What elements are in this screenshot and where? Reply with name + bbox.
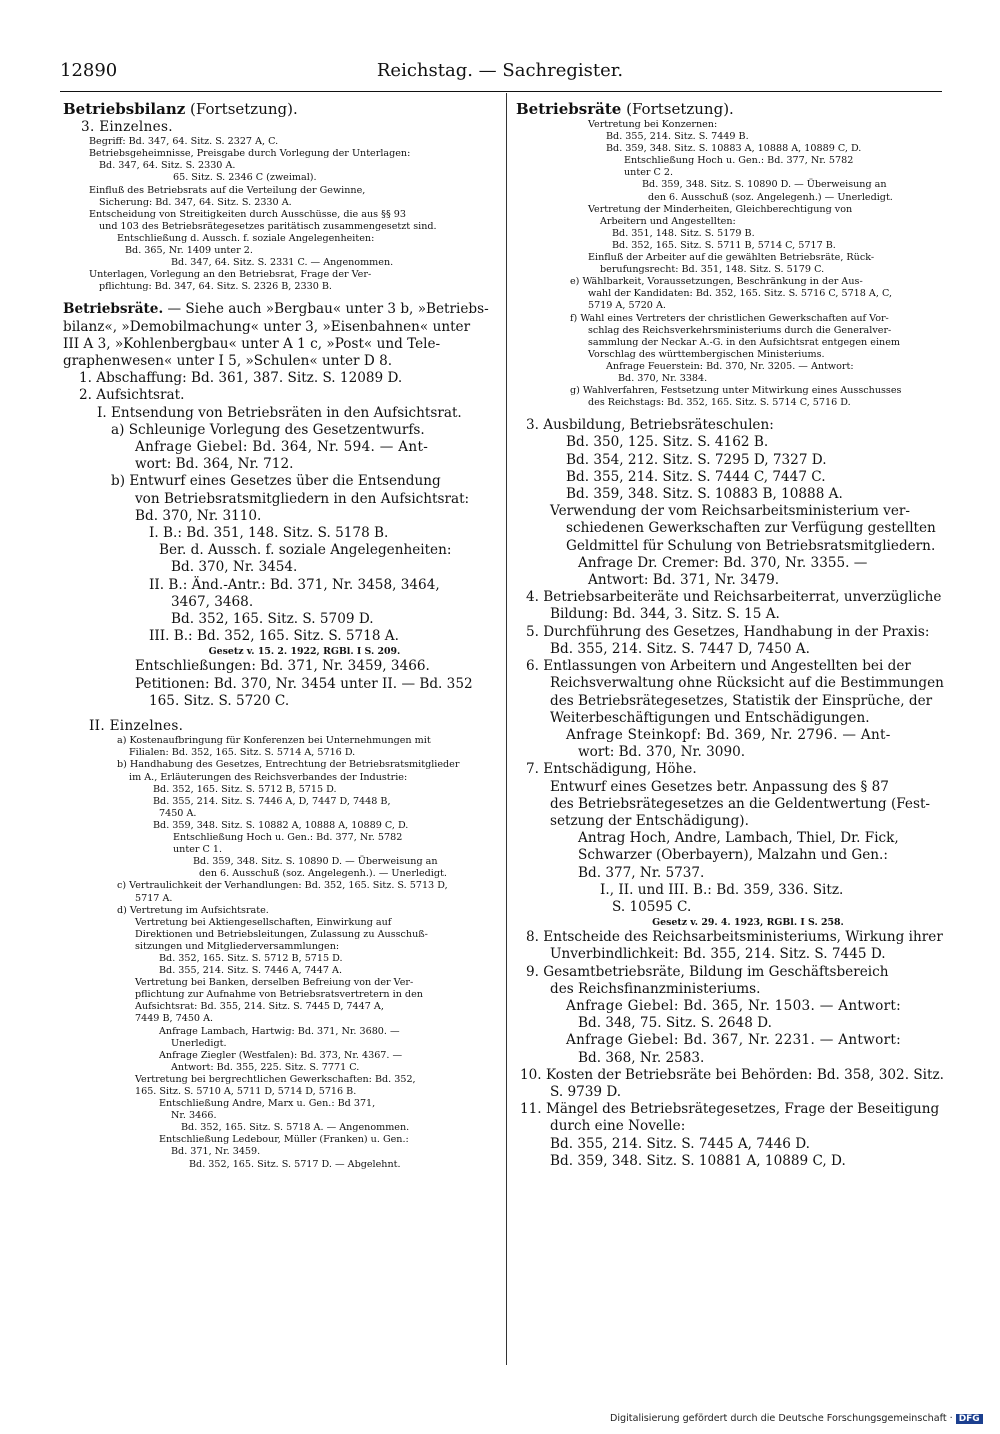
left-entry-line: III. B.: Bd. 352, 165. Sitz. S. 5718 A. bbox=[149, 628, 399, 645]
left-entry-line: pflichtung: Bd. 347, 64. Sitz. S. 2326 B, 2330 B. bbox=[99, 281, 332, 293]
left-entry-line: von Betriebsratsmitgliedern in den Aufsichtsrat: bbox=[135, 490, 470, 507]
left-entry-line: Bd. 370, Nr. 3110. bbox=[135, 507, 262, 524]
left-entry-line: III A 3, »Kohlenbergbau« unter A 1 c, »Post« und Tele- bbox=[63, 335, 441, 352]
right-entry-line: Betriebsräte (Fortsetzung). bbox=[516, 100, 734, 118]
right-entry-line: Bd. 359, 348. Sitz. S. 10883 A, 10888 A, 10889 C, D. bbox=[606, 143, 862, 155]
left-entry-line: Entschließung Ledebour, Müller (Franken) u. Gen.: bbox=[159, 1134, 409, 1146]
footer-text: Digitalisierung gefördert durch die Deutsche Forschungsgemeinschaft · bbox=[610, 1413, 953, 1424]
column-divider bbox=[506, 93, 507, 1365]
left-entry-line: Einfluß des Betriebsrats auf die Verteilung der Gewinne, bbox=[89, 184, 366, 196]
left-entry-line: a) Kostenaufbringung für Konferenzen bei Unternehmungen mit bbox=[117, 735, 431, 747]
right-entry-line: Bd. 355, 214. Sitz. S. 7449 B. bbox=[606, 131, 749, 143]
right-entry-line: Bildung: Bd. 344, 3. Sitz. S. 15 A. bbox=[550, 606, 780, 623]
left-entry-line: I. Entsendung von Betriebsräten in den Aufsichtsrat. bbox=[97, 404, 462, 421]
right-entry-line: Antrag Hoch, Andre, Lambach, Thiel, Dr. Fick, bbox=[578, 830, 899, 847]
right-entry-line: Anfrage Feuerstein: Bd. 370, Nr. 3205. — Antwort: bbox=[606, 360, 854, 372]
left-entry-line: Bd. 359, 348. Sitz. S. 10882 A, 10888 A, 10889 C, D. bbox=[153, 819, 409, 831]
left-entry-line: Ber. d. Aussch. f. soziale Angelegenheiten: bbox=[159, 542, 452, 559]
left-entry-line: Bd. 355, 214. Sitz. S. 7446 A, 7447 A. bbox=[159, 965, 343, 977]
left-entry-line: sitzungen und Mitgliederversammlungen: bbox=[135, 940, 340, 952]
left-entry-line: I. B.: Bd. 351, 148. Sitz. S. 5178 B. bbox=[149, 525, 389, 542]
left-entry-line: Vertretung bei Banken, derselben Befreiung von der Ver- bbox=[135, 977, 414, 989]
right-entry-line: Anfrage Giebel: Bd. 365, Nr. 1503. — Antwort: bbox=[566, 997, 902, 1014]
right-entry-line: Bd. 359, 348. Sitz. S. 10883 B, 10888 A. bbox=[566, 486, 843, 503]
right-entry-line: schlag des Reichsverkehrsministeriums durch die Generalver- bbox=[588, 324, 892, 336]
right-entry-line: Gesetz v. 29. 4. 1923, RGBl. I S. 258. bbox=[652, 917, 844, 929]
page-header bbox=[60, 60, 940, 88]
left-entry-line: Begriff: Bd. 347, 64. Sitz. S. 2327 A, C. bbox=[89, 136, 279, 148]
left-entry-line bbox=[63, 710, 498, 718]
left-entry-line: Petitionen: Bd. 370, Nr. 3454 unter II. — Bd. 352 bbox=[135, 675, 473, 692]
left-entry-line: 3467, 3468. bbox=[171, 593, 254, 610]
right-entry-line: S. 10595 C. bbox=[612, 898, 692, 915]
right-entry-line bbox=[516, 409, 946, 417]
left-entry-line: im A., Erläuterungen des Reichsverbandes der Industrie: bbox=[129, 771, 408, 783]
right-entry-line: 3. Ausbildung, Betriebsräteschulen: bbox=[526, 417, 774, 434]
left-entry-line: Aufsichtsrat: Bd. 355, 214. Sitz. S. 7445 D, 7447 A, bbox=[135, 1001, 384, 1013]
left-entry-line: Bd. 359, 348. Sitz. S. 10890 D. — Überweisung an bbox=[193, 856, 438, 868]
page-title: Reichstag. — Sachregister. bbox=[376, 60, 624, 81]
left-entry-line: Direktionen und Betriebsleitungen, Zulassung zu Ausschuß- bbox=[135, 928, 428, 940]
left-entry-line: Anfrage Lambach, Hartwig: Bd. 371, Nr. 3680. — bbox=[159, 1025, 400, 1037]
left-entry-line: Betriebsräte. — Siehe auch »Bergbau« unter 3 b, »Betriebs- bbox=[63, 301, 489, 318]
right-entry-line: unter C 2. bbox=[624, 167, 674, 179]
left-entry-line: Bd. 371, Nr. 3459. bbox=[171, 1146, 261, 1158]
dfg-logo: DFG bbox=[956, 1414, 983, 1424]
right-entry-line: S. 9739 D. bbox=[550, 1083, 622, 1100]
right-entry-line: Anfrage Steinkopf: Bd. 369, Nr. 2796. — Ant- bbox=[566, 726, 891, 743]
left-entry-line: 65. Sitz. S. 2346 C (zweimal). bbox=[173, 172, 317, 184]
right-entry-line: Bd. 368, Nr. 2583. bbox=[578, 1049, 705, 1066]
right-entry-line: des Reichsfinanzministeriums. bbox=[550, 980, 761, 997]
left-entry-line: c) Vertraulichkeit der Verhandlungen: Bd. 352, 165. Sitz. S. 5713 D, bbox=[117, 880, 448, 892]
left-entry-line: 2. Aufsichtsrat. bbox=[79, 387, 185, 404]
right-entry-line: Vertretung der Minderheiten, Gleichberechtigung von bbox=[588, 203, 853, 215]
right-entry-line: 4. Betriebsarbeiteräte und Reichsarbeiterrat, unverzügliche bbox=[526, 589, 942, 606]
left-entry-line: Nr. 3466. bbox=[171, 1110, 217, 1122]
left-entry-line: Filialen: Bd. 352, 165. Sitz. S. 5714 A, 5716 D. bbox=[129, 747, 356, 759]
right-entry-line: Bd. 355, 214. Sitz. S. 7447 D, 7450 A. bbox=[550, 640, 810, 657]
left-entry-line: 1. Abschaffung: Bd. 361, 387. Sitz. S. 12089 D. bbox=[79, 370, 403, 387]
left-entry-line: Anfrage Giebel: Bd. 364, Nr. 594. — Ant- bbox=[135, 439, 429, 456]
left-entry-line: a) Schleunige Vorlegung des Gesetzentwurfs. bbox=[111, 421, 425, 438]
right-entry-line: e) Wählbarkeit, Voraussetzungen, Beschränkung in der Aus- bbox=[570, 276, 863, 288]
left-entry-line: II. B.: Änd.-Antr.: Bd. 371, Nr. 3458, 3464, bbox=[149, 576, 440, 593]
left-entry-line: Bd. 352, 165. Sitz. S. 5712 B, 5715 D. bbox=[153, 783, 337, 795]
left-entry-line: Vertretung bei Aktiengesellschaften, Einwirkung auf bbox=[135, 916, 392, 928]
right-entry-line: Vertretung bei Konzernen: bbox=[588, 119, 718, 130]
right-entry-line: Bd. 354, 212. Sitz. S. 7295 D, 7327 D. bbox=[566, 451, 827, 468]
right-entry-line: Einfluß der Arbeiter auf die gewählten Betriebsräte, Rück- bbox=[588, 252, 875, 264]
left-entry-line: II. Einzelnes. bbox=[89, 718, 184, 735]
left-entry-line: d) Vertretung im Aufsichtsrate. bbox=[117, 904, 269, 916]
right-entry-line: g) Wahlverfahren, Festsetzung unter Mitwirkung eines Ausschusses bbox=[570, 385, 902, 397]
left-entry-line: und 103 des Betriebsrätegesetzes paritätisch zusammengesetzt sind. bbox=[99, 220, 437, 232]
right-entry-line: wort: Bd. 370, Nr. 3090. bbox=[578, 744, 746, 761]
header-rule bbox=[60, 91, 942, 92]
left-entry-line: 5717 A. bbox=[135, 892, 173, 904]
right-entry-line: Bd. 377, Nr. 5737. bbox=[578, 864, 705, 881]
right-entry-line: Anfrage Giebel: Bd. 367, Nr. 2231. — Antwort: bbox=[566, 1032, 902, 1049]
right-entry-line: Entwurf eines Gesetzes betr. Anpassung des § 87 bbox=[550, 778, 889, 795]
left-entry-line: Gesetz v. 15. 2. 1922, RGBl. I S. 209. bbox=[208, 646, 401, 658]
left-entry-line: Entschließung d. Aussch. f. soziale Angelegenheiten: bbox=[117, 232, 375, 244]
right-entry-line: Weiterbeschäftigungen und Entschädigungen. bbox=[550, 709, 870, 726]
left-entry-line: Betriebsgeheimnisse, Preisgabe durch Vorlegung der Unterlagen: bbox=[89, 148, 411, 160]
right-entry-line: 6. Entlassungen von Arbeitern und Angestellten bei der bbox=[526, 658, 911, 675]
left-entry-line: Bd. 347, 64. Sitz. S. 2331 C. — Angenommen. bbox=[171, 257, 394, 269]
right-entry-line: wahl der Kandidaten: Bd. 352, 165. Sitz. S. 5716 C, 5718 A, C, bbox=[588, 288, 893, 300]
left-entry-line: Entscheidung von Streitigkeiten durch Ausschüsse, die aus §§ 93 bbox=[89, 208, 406, 220]
right-entry-line: 10. Kosten der Betriebsräte bei Behörden: Bd. 358, 302. Sitz. bbox=[520, 1066, 944, 1083]
left-entry-line: Unerledigt. bbox=[171, 1037, 227, 1049]
right-entry-line: Antwort: Bd. 371, Nr. 3479. bbox=[588, 572, 780, 589]
left-entry-line: Unterlagen, Vorlegung an den Betriebsrat, Frage der Ver- bbox=[89, 269, 372, 281]
left-entry-line: Bd. 370, Nr. 3454. bbox=[171, 559, 298, 576]
right-entry-line: 5. Durchführung des Gesetzes, Handhabung in der Praxis: bbox=[526, 623, 930, 640]
left-entry-line: Bd. 355, 214. Sitz. S. 7446 A, D, 7447 D, 7448 B, bbox=[153, 795, 391, 807]
right-entry-line: Arbeitern und Angestellten: bbox=[600, 215, 736, 227]
left-entry-line: Bd. 352, 165. Sitz. S. 5718 A. — Angenommen. bbox=[181, 1122, 410, 1134]
right-entry-line: Entschließung Hoch u. Gen.: Bd. 377, Nr. 5782 bbox=[624, 155, 854, 167]
left-column bbox=[63, 100, 498, 1171]
left-entry-line: pflichtung zur Aufnahme von Betriebsratsvertretern in den bbox=[135, 989, 423, 1001]
left-entry-line: bilanz«, »Demobilmachung« unter 3, »Eisenbahnen« unter bbox=[63, 318, 471, 335]
right-entry-line: Reichsverwaltung ohne Rücksicht auf die Bestimmungen bbox=[550, 675, 944, 692]
right-entry-line: I., II. und III. B.: Bd. 359, 336. Sitz. bbox=[600, 881, 844, 898]
right-entry-line: 11. Mängel des Betriebsrätegesetzes, Frage der Beseitigung bbox=[520, 1101, 940, 1118]
right-entry-line: Bd. 348, 75. Sitz. S. 2648 D. bbox=[578, 1015, 772, 1032]
right-entry-line: Geldmittel für Schulung von Betriebsratsmitgliedern. bbox=[566, 537, 936, 554]
right-entry-line: Verwendung der vom Reichsarbeitsministerium ver- bbox=[550, 503, 910, 520]
right-entry-line: Bd. 351, 148. Sitz. S. 5179 B. bbox=[612, 227, 755, 239]
left-entry-line: Anfrage Ziegler (Westfalen): Bd. 373, Nr. 4367. — bbox=[159, 1049, 403, 1061]
right-entry-line: 8. Entscheide des Reichsarbeitsministeriums, Wirkung ihrer bbox=[526, 929, 943, 946]
left-entry-line: Bd. 352, 165. Sitz. S. 5717 D. — Abgelehnt. bbox=[189, 1158, 401, 1170]
right-entry-line: f) Wahl eines Vertreters der christlichen Gewerkschaften auf Vor- bbox=[570, 312, 889, 324]
right-entry-line: Bd. 350, 125. Sitz. S. 4162 B. bbox=[566, 434, 769, 451]
left-entry-line: Bd. 352, 165. Sitz. S. 5709 D. bbox=[171, 611, 374, 628]
right-entry-line: Anfrage Dr. Cremer: Bd. 370, Nr. 3355. — bbox=[578, 554, 868, 571]
right-entry-line: Vorschlag des württembergischen Ministeriums. bbox=[588, 348, 825, 360]
right-entry-line: des Betriebsrätegesetzes an die Geldentwertung (Fest- bbox=[550, 795, 931, 812]
right-entry-line: Bd. 359, 348. Sitz. S. 10881 A, 10889 C, D. bbox=[550, 1152, 846, 1169]
left-entry-line: Entschließungen: Bd. 371, Nr. 3459, 3466. bbox=[135, 658, 430, 675]
right-entry-line: Bd. 370, Nr. 3384. bbox=[618, 372, 708, 384]
left-entry-line: Sicherung: Bd. 347, 64. Sitz. S. 2330 A. bbox=[99, 196, 292, 208]
left-entry-line: graphenwesen« unter I 5, »Schulen« unter D 8. bbox=[63, 353, 393, 370]
left-entry-line: 3. Einzelnes. bbox=[81, 119, 173, 135]
left-entry-line: Bd. 347, 64. Sitz. S. 2330 A. bbox=[99, 160, 236, 172]
right-entry-line: Bd. 355, 214. Sitz. S. 7444 C, 7447 C. bbox=[566, 468, 826, 485]
left-entry-line: Antwort: Bd. 355, 225. Sitz. S. 7771 C. bbox=[171, 1061, 360, 1073]
right-entry-line: Bd. 355, 214. Sitz. S. 7445 A, 7446 D. bbox=[550, 1135, 810, 1152]
right-column bbox=[516, 100, 946, 1170]
left-entry-line: 165. Sitz. S. 5720 C. bbox=[149, 692, 290, 709]
right-entry-line: den 6. Ausschuß (soz. Angelegenh.) — Unerledigt. bbox=[648, 191, 893, 203]
right-entry-line: setzung der Entschädigung). bbox=[550, 812, 749, 829]
left-entry-line: Bd. 365, Nr. 1409 unter 2. bbox=[125, 245, 253, 257]
left-entry-line: b) Entwurf eines Gesetzes über die Entsendung bbox=[111, 473, 441, 490]
footer-credit bbox=[610, 1413, 983, 1424]
right-entry-line: 9. Gesamtbetriebsräte, Bildung im Geschäftsbereich bbox=[526, 963, 889, 980]
right-entry-line: Bd. 359, 348. Sitz. S. 10890 D. — Überweisung an bbox=[642, 179, 887, 191]
left-entry-line: unter C 1. bbox=[173, 844, 223, 856]
page-number: 12890 bbox=[60, 60, 118, 81]
left-entry-line bbox=[63, 293, 498, 301]
left-entry-line: Betriebsbilanz (Fortsetzung). bbox=[63, 100, 298, 118]
left-entry-line: Entschließung Andre, Marx u. Gen.: Bd 371, bbox=[159, 1098, 376, 1110]
left-entry-line: 7450 A. bbox=[159, 807, 197, 819]
right-entry-line: 5719 A, 5720 A. bbox=[588, 300, 666, 312]
left-entry-line: Bd. 352, 165. Sitz. S. 5712 B, 5715 D. bbox=[159, 952, 343, 964]
right-entry-line: sammlung der Neckar A.-G. in den Aufsichtsrat entgegen einem bbox=[588, 336, 900, 348]
right-entry-line: Unverbindlichkeit: Bd. 355, 214. Sitz. S. 7445 D. bbox=[550, 946, 886, 963]
right-entry-line: Bd. 352, 165. Sitz. S. 5711 B, 5714 C, 5717 B. bbox=[612, 239, 836, 251]
left-entry-line: Vertretung bei bergrechtlichen Gewerkschaften: Bd. 352, bbox=[135, 1073, 416, 1085]
right-entry-line: Schwarzer (Oberbayern), Malzahn und Gen.: bbox=[578, 847, 888, 864]
left-entry-line: den 6. Ausschuß (soz. Angelegenh.). — Unerledigt. bbox=[199, 868, 447, 880]
right-entry-line: durch eine Novelle: bbox=[550, 1118, 686, 1135]
right-entry-line: des Reichstags: Bd. 352, 165. Sitz. S. 5714 C, 5716 D. bbox=[588, 397, 851, 409]
right-entry-line: 7. Entschädigung, Höhe. bbox=[526, 761, 697, 778]
right-entry-line: berufungsrecht: Bd. 351, 148. Sitz. S. 5179 C. bbox=[600, 264, 825, 276]
left-entry-line: 165. Sitz. S. 5710 A, 5711 D, 5714 D, 5716 B. bbox=[135, 1086, 357, 1098]
left-entry-line: Entschließung Hoch u. Gen.: Bd. 377, Nr. 5782 bbox=[173, 832, 403, 844]
left-entry-line: b) Handhabung des Gesetzes, Entrechtung der Betriebsratsmitglieder bbox=[117, 759, 460, 771]
right-entry-line: schiedenen Gewerkschaften zur Verfügung gestellten bbox=[566, 520, 936, 537]
left-entry-line: wort: Bd. 364, Nr. 712. bbox=[135, 456, 294, 473]
right-entry-line: des Betriebsrätegesetzes, Statistik der Einsprüche, der bbox=[550, 692, 933, 709]
left-entry-line: 7449 B, 7450 A. bbox=[135, 1013, 214, 1025]
